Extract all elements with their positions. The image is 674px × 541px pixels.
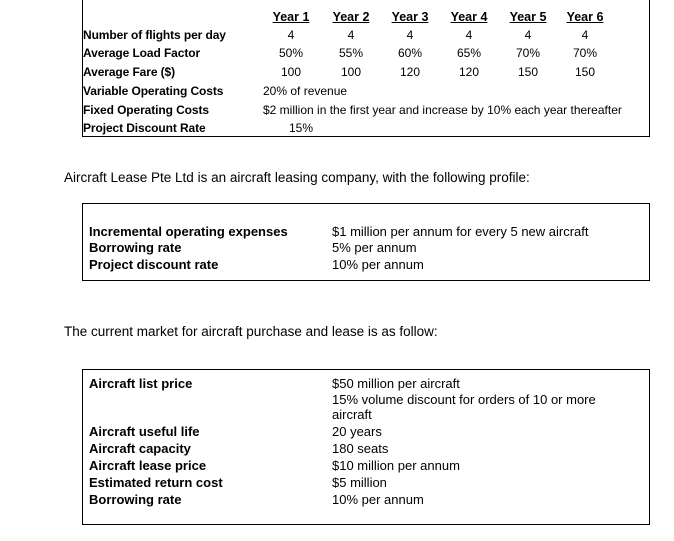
market-value: 180 seats <box>332 441 389 456</box>
profile-label: Incremental operating expenses <box>89 224 288 239</box>
variable-costs-value: 20% of revenue <box>263 84 348 98</box>
profile-value: 5% per annum <box>332 240 417 255</box>
year-header-row <box>83 10 649 26</box>
market-value: $5 million <box>332 475 387 490</box>
market-label: Aircraft capacity <box>89 441 191 456</box>
row-label-load-factor: Average Load Factor <box>83 46 201 60</box>
market-label: Aircraft list price <box>89 376 193 391</box>
market-intro-text: The current market for aircraft purchase and lease is as follow: <box>64 324 438 339</box>
table-cell: 4 <box>287 28 295 42</box>
market-label: Aircraft lease price <box>89 458 207 473</box>
flight-assumptions-table <box>82 0 650 137</box>
row-label-average-fare: Average Fare ($) <box>83 65 175 79</box>
table-cell: 150 <box>517 65 539 79</box>
table-cell: 150 <box>574 65 596 79</box>
row-label-flights: Number of flights per day <box>83 28 226 42</box>
row-label-discount-rate: Project Discount Rate <box>83 121 206 135</box>
year-header: Year 6 <box>566 10 604 24</box>
profile-value: 10% per annum <box>332 257 424 272</box>
year-header: Year 4 <box>450 10 488 24</box>
market-value: 10% per annum <box>332 492 424 507</box>
year-header: Year 3 <box>391 10 429 24</box>
table-cell: 4 <box>347 28 355 42</box>
year-header: Year 1 <box>272 10 310 24</box>
market-value: 20 years <box>332 424 382 439</box>
table-cell: 60% <box>397 46 423 60</box>
table-cell: 100 <box>280 65 302 79</box>
table-cell: 120 <box>458 65 480 79</box>
row-label-fixed-costs: Fixed Operating Costs <box>83 103 209 117</box>
table-cell: 70% <box>572 46 598 60</box>
market-value: aircraft <box>332 407 372 422</box>
profile-label: Project discount rate <box>89 257 219 272</box>
table-cell: 4 <box>524 28 532 42</box>
market-terms-box <box>82 369 650 525</box>
table-cell: 70% <box>515 46 541 60</box>
lessor-intro-text: Aircraft Lease Pte Ltd is an aircraft leasing company, with the following profile: <box>64 170 530 185</box>
table-cell: 120 <box>399 65 421 79</box>
market-value: 15% volume discount for orders of 10 or more <box>332 392 596 407</box>
profile-value: $1 million per annum for every 5 new aircraft <box>332 224 589 239</box>
fixed-costs-value: $2 million in the first year and increase by 10% each year thereafter <box>263 103 622 117</box>
market-label: Aircraft useful life <box>89 424 200 439</box>
profile-label: Borrowing rate <box>89 240 182 255</box>
year-header: Year 5 <box>509 10 547 24</box>
table-cell: 55% <box>338 46 364 60</box>
market-value: $10 million per annum <box>332 458 460 473</box>
table-cell: 4 <box>465 28 473 42</box>
table-cell: 50% <box>278 46 304 60</box>
market-value: $50 million per aircraft <box>332 376 460 391</box>
market-label: Borrowing rate <box>89 492 182 507</box>
discount-rate-value: 15% <box>288 121 314 135</box>
table-cell: 4 <box>406 28 414 42</box>
table-cell: 100 <box>340 65 362 79</box>
table-cell: 4 <box>581 28 589 42</box>
market-label: Estimated return cost <box>89 475 223 490</box>
year-header: Year 2 <box>332 10 370 24</box>
row-label-variable-costs: Variable Operating Costs <box>83 84 224 98</box>
table-cell: 65% <box>456 46 482 60</box>
lessor-profile-box <box>82 203 650 281</box>
